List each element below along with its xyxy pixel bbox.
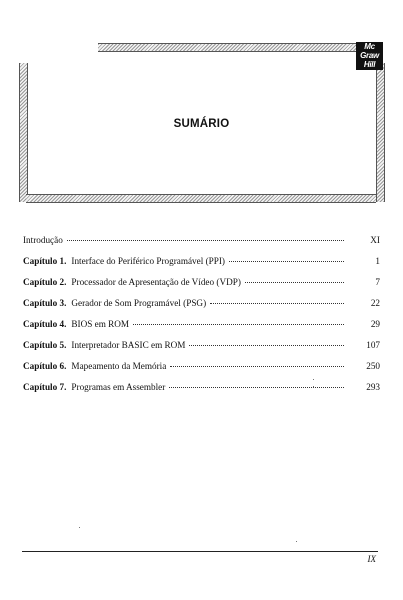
toc-entry-page: XI	[370, 235, 380, 245]
toc-entry-label	[23, 340, 185, 350]
toc-entry-chapter-7[interactable]	[23, 382, 380, 403]
dot-leader	[133, 323, 344, 325]
toc-entry-page: 1	[375, 256, 380, 266]
toc-entry-page: 7	[375, 277, 380, 287]
scan-speck	[296, 541, 297, 542]
logo-line: Hill	[363, 60, 376, 69]
toc-entry-chapter-1[interactable]	[23, 256, 380, 277]
toc-entry-label	[23, 256, 225, 266]
dot-leader	[169, 386, 344, 388]
toc-entry-title: BIOS em ROM	[71, 319, 130, 329]
toc-entry-title: Interpretador BASIC em ROM	[71, 340, 186, 350]
scan-speck	[313, 379, 314, 380]
toc-entry-title: Mapeamento da Memória	[71, 361, 167, 371]
frame-left-border	[19, 63, 28, 202]
toc-entry-label	[23, 382, 165, 392]
toc-entry-page: 293	[366, 382, 380, 392]
chapter-number: Capítulo 6.	[23, 361, 67, 371]
toc-entry-title: Processador de Apresentação de Vídeo (VDP)	[71, 277, 241, 287]
toc-entry-title: Gerador de Som Programável (PSG)	[71, 298, 207, 308]
frame-top-border	[98, 43, 357, 52]
toc-entry-chapter-6[interactable]	[23, 361, 380, 382]
toc-entry-chapter-5[interactable]	[23, 340, 380, 361]
scan-speck	[79, 527, 80, 528]
table-of-contents	[23, 235, 380, 403]
dot-leader	[210, 302, 344, 304]
toc-entry-page: 29	[370, 319, 380, 329]
toc-entry-page: 22	[370, 298, 380, 308]
logo-line: Graw	[360, 51, 379, 60]
page-number: IX	[367, 554, 376, 564]
dot-leader	[245, 281, 344, 283]
toc-entry-chapter-3[interactable]	[23, 298, 380, 319]
dot-leader	[67, 239, 344, 241]
frame-right-border	[376, 63, 385, 202]
frame-bottom-border	[26, 194, 376, 203]
chapter-number: Capítulo 2.	[23, 277, 67, 287]
toc-entry-title: Introdução	[23, 235, 63, 245]
toc-entry-label	[23, 235, 63, 245]
toc-entry-page: 250	[366, 361, 380, 371]
chapter-number: Capítulo 5.	[23, 340, 67, 350]
dot-leader	[229, 260, 344, 262]
toc-entry-label	[23, 277, 241, 287]
logo-line: Mc	[364, 42, 375, 51]
chapter-number: Capítulo 1.	[23, 256, 67, 266]
toc-entry-label	[23, 361, 166, 371]
toc-entry-label	[23, 298, 206, 308]
toc-entry-title: Programas em Assembler	[71, 382, 166, 392]
page-title: SUMÁRIO	[173, 118, 230, 130]
dot-leader	[189, 344, 344, 346]
scan-speck	[313, 386, 314, 387]
footer-rule	[22, 551, 378, 552]
chapter-number: Capítulo 7.	[23, 382, 67, 392]
toc-entry-introduction[interactable]	[23, 235, 380, 256]
dot-leader	[170, 365, 344, 367]
toc-entry-title: Interface do Periférico Programável (PPI)	[71, 256, 225, 266]
toc-entry-label	[23, 319, 129, 329]
toc-entry-page: 107	[366, 340, 380, 350]
toc-entry-chapter-4[interactable]	[23, 319, 380, 340]
chapter-number: Capítulo 4.	[23, 319, 67, 329]
chapter-number: Capítulo 3.	[23, 298, 67, 308]
publisher-logo	[356, 42, 383, 70]
toc-entry-chapter-2[interactable]	[23, 277, 380, 298]
